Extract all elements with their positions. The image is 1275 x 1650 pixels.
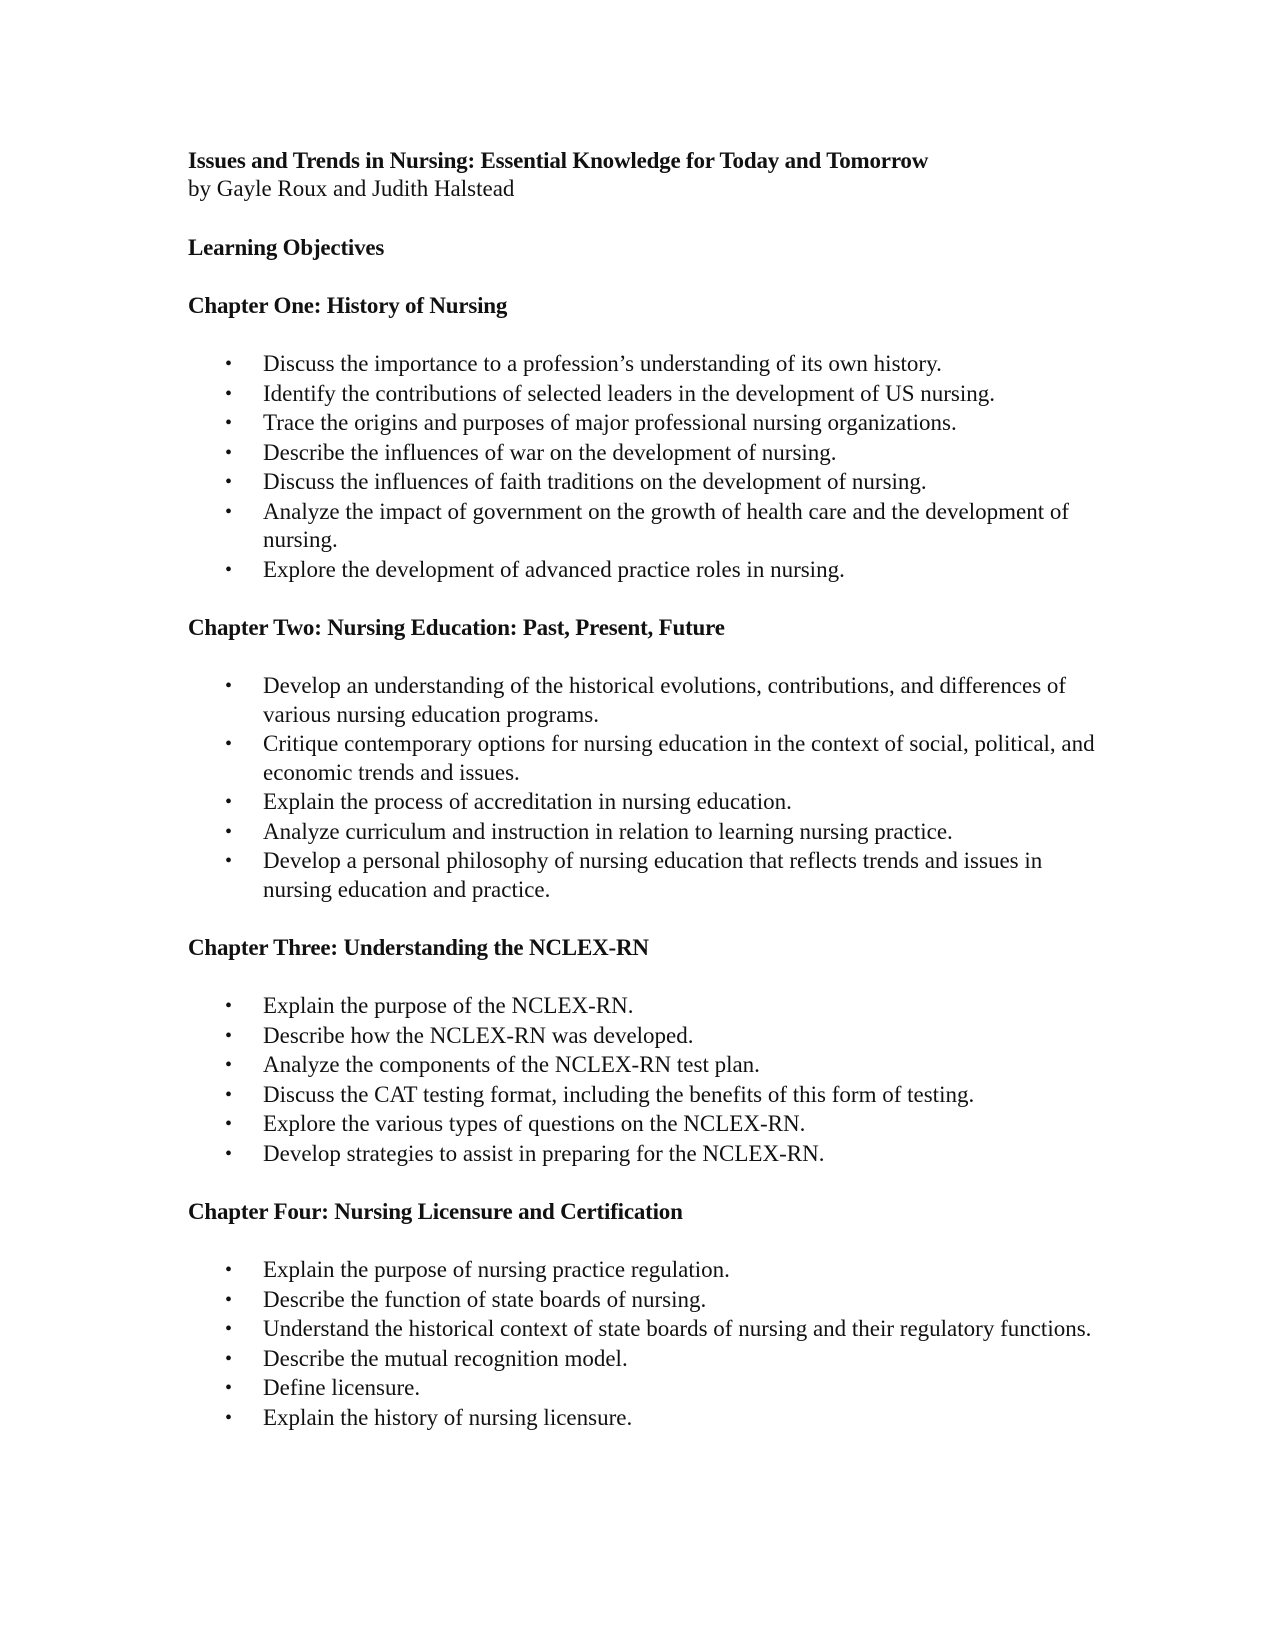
bullet-icon: • bbox=[225, 1113, 233, 1135]
bullet-icon: • bbox=[225, 1288, 233, 1311]
objective-text: Identify the contributions of selected leaders in the development of US nursing. bbox=[263, 380, 995, 406]
objective-item bbox=[188, 556, 1108, 585]
objective-item bbox=[188, 992, 1108, 1021]
bullet-icon: • bbox=[225, 471, 233, 493]
objective-text: Describe the influences of war on the development of nursing. bbox=[263, 439, 837, 465]
chapter-heading: Chapter Three: Understanding the NCLEX-RN bbox=[188, 935, 649, 960]
bullet-icon: • bbox=[225, 995, 233, 1017]
objective-item bbox=[188, 672, 1108, 729]
objective-text: Describe the mutual recognition model. bbox=[263, 1345, 628, 1371]
bullet-icon: • bbox=[225, 558, 233, 581]
document-page bbox=[188, 147, 1108, 1433]
objective-text: Describe how the NCLEX-RN was developed. bbox=[263, 1022, 694, 1048]
objective-text: Discuss the influences of faith traditions on the development of nursing. bbox=[263, 469, 927, 494]
objective-item bbox=[188, 1286, 1108, 1315]
objective-item bbox=[188, 788, 1108, 817]
objective-item bbox=[188, 409, 1108, 438]
objective-item bbox=[188, 498, 1108, 555]
bullet-icon: • bbox=[225, 1377, 233, 1399]
bullet-icon: • bbox=[225, 353, 233, 375]
bullet-icon: • bbox=[225, 1347, 233, 1370]
bullet-icon: • bbox=[225, 1083, 233, 1106]
objective-text: Explore the various types of questions on the NCLEX-RN. bbox=[263, 1111, 806, 1136]
objective-text: Critique contemporary options for nursing education in the context of social, political, and economic trends and issues. bbox=[263, 731, 1095, 785]
bullet-icon: • bbox=[225, 1318, 233, 1340]
objective-text: Explain the process of accreditation in nursing education. bbox=[263, 789, 792, 814]
objective-item bbox=[188, 1345, 1108, 1374]
chapters-container bbox=[188, 292, 1108, 1432]
objective-text: Develop a personal philosophy of nursing education that reflects trends and issues in nursing education and practice. bbox=[263, 848, 1043, 902]
objective-text: Describe the function of state boards of nursing. bbox=[263, 1286, 707, 1312]
objective-item bbox=[188, 1051, 1108, 1080]
objective-item bbox=[188, 1256, 1108, 1285]
objective-item bbox=[188, 730, 1108, 787]
objective-text: Develop an understanding of the historical evolutions, contributions, and differences of various nursing education programs. bbox=[263, 673, 1067, 727]
bullet-icon: • bbox=[225, 1054, 233, 1076]
objective-text: Explain the purpose of the NCLEX-RN. bbox=[263, 993, 634, 1018]
objective-item bbox=[188, 818, 1108, 847]
objective-text: Define licensure. bbox=[263, 1375, 421, 1400]
objective-text: Understand the historical context of state boards of nursing and their regulatory functions. bbox=[263, 1316, 1092, 1341]
objective-item bbox=[188, 1081, 1108, 1110]
learning-objectives-heading: Learning Objectives bbox=[188, 235, 385, 260]
bullet-icon: • bbox=[225, 820, 233, 843]
objective-item bbox=[188, 1022, 1108, 1051]
objectives-list bbox=[188, 350, 1108, 584]
objective-text: Develop strategies to assist in preparing for the NCLEX-RN. bbox=[263, 1140, 825, 1166]
objective-item bbox=[188, 847, 1108, 904]
objectives-list bbox=[188, 992, 1108, 1168]
objective-text: Explain the purpose of nursing practice regulation. bbox=[263, 1257, 730, 1282]
chapter-heading: Chapter One: History of Nursing bbox=[188, 293, 508, 318]
objective-item bbox=[188, 439, 1108, 468]
objective-item bbox=[188, 1110, 1108, 1139]
objective-item bbox=[188, 1374, 1108, 1403]
objective-text: Trace the origins and purposes of major professional nursing organizations. bbox=[263, 410, 957, 435]
bullet-icon: • bbox=[225, 675, 233, 697]
bullet-icon: • bbox=[225, 791, 233, 813]
objectives-list bbox=[188, 672, 1108, 904]
objectives-list bbox=[188, 1256, 1108, 1432]
objective-item bbox=[188, 468, 1108, 497]
bullet-icon: • bbox=[225, 1142, 233, 1165]
bullet-icon: • bbox=[225, 382, 233, 405]
objective-item bbox=[188, 350, 1108, 379]
bullet-icon: • bbox=[225, 733, 233, 755]
objective-text: Analyze the impact of government on the growth of health care and the development of nursing. bbox=[263, 498, 1069, 552]
objective-item bbox=[188, 1404, 1108, 1433]
bullet-icon: • bbox=[225, 500, 233, 523]
bullet-icon: • bbox=[225, 850, 233, 872]
objective-text: Discuss the importance to a profession’s understanding of its own history. bbox=[263, 351, 942, 376]
book-title: Issues and Trends in Nursing: Essential Knowledge for Today and Tomorrow bbox=[188, 148, 929, 173]
bullet-icon: • bbox=[225, 1406, 233, 1429]
chapter-heading: Chapter Two: Nursing Education: Past, Present, Future bbox=[188, 615, 725, 640]
bullet-icon: • bbox=[225, 441, 233, 464]
objective-text: Discuss the CAT testing format, including the benefits of this form of testing. bbox=[263, 1081, 975, 1107]
byline: by Gayle Roux and Judith Halstead bbox=[188, 176, 515, 201]
objective-text: Explore the development of advanced practice roles in nursing. bbox=[263, 556, 845, 582]
objective-item bbox=[188, 1315, 1108, 1344]
objective-text: Explain the history of nursing licensure. bbox=[263, 1404, 633, 1430]
bullet-icon: • bbox=[225, 1259, 233, 1281]
chapter-heading: Chapter Four: Nursing Licensure and Certification bbox=[188, 1199, 683, 1224]
bullet-icon: • bbox=[225, 412, 233, 434]
objective-item bbox=[188, 380, 1108, 409]
objective-item bbox=[188, 1140, 1108, 1169]
objective-text: Analyze curriculum and instruction in relation to learning nursing practice. bbox=[263, 818, 953, 844]
bullet-icon: • bbox=[225, 1024, 233, 1047]
objective-text: Analyze the components of the NCLEX-RN test plan. bbox=[263, 1052, 760, 1077]
